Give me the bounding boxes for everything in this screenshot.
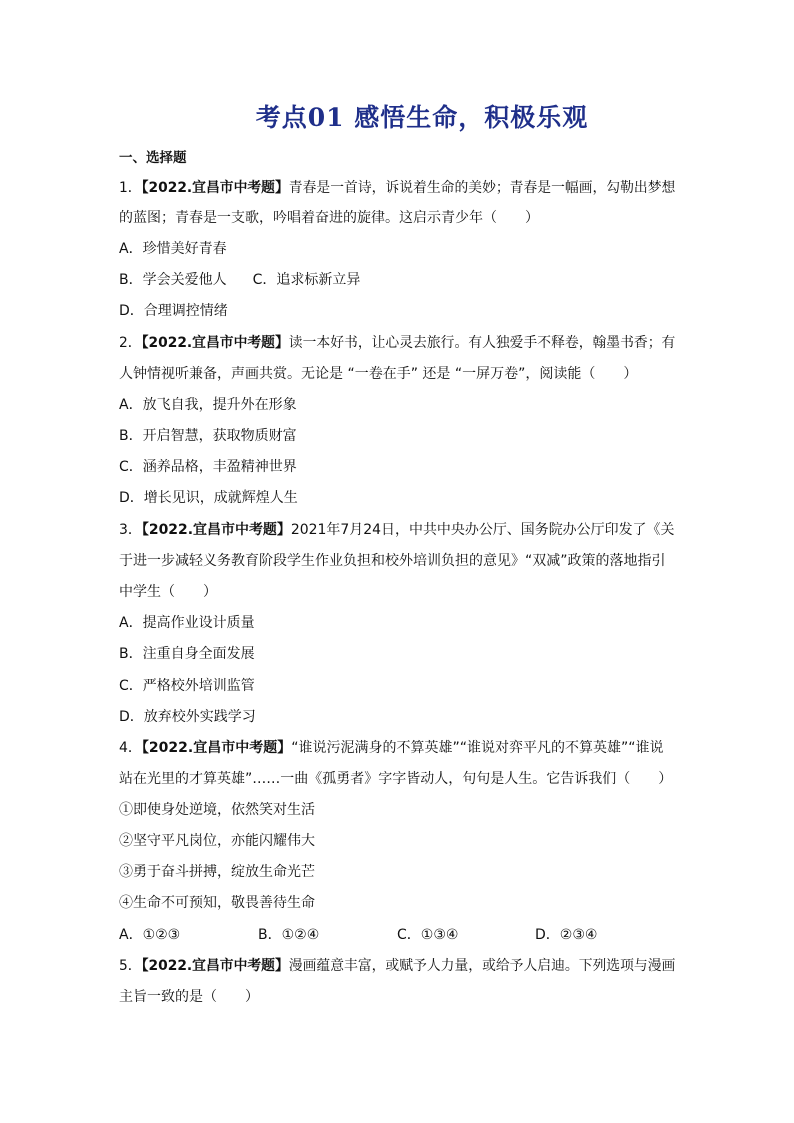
q3-line1 <box>119 520 674 540</box>
q2-source-tag: 【2022.宜昌市中考题】 <box>141 335 289 351</box>
q4-number: 4． <box>119 740 142 756</box>
q4-statement-3: ③勇于奋斗拼搏，绽放生命光芒 <box>119 864 315 880</box>
q2-option-a: A．放飞自我，提升外在形象 <box>119 397 297 413</box>
q3-text1: 2021年7月24日，中共中央办公厅、国务院办公厅印发了《关 <box>290 522 675 538</box>
q3-option-d: D．放弃校外实践学习 <box>119 709 256 725</box>
q4-statement-2: ②坚守平凡岗位，亦能闪耀伟大 <box>119 833 315 849</box>
q1-source-tag: 【2022.宜昌市中考题】 <box>141 180 289 196</box>
q4-option-d: D．②③④ <box>535 927 598 943</box>
q1-option-b: B．学会关爱他人 <box>119 272 227 288</box>
q5-line2: 主旨一致的是（ ） <box>119 989 259 1005</box>
q1-option-c: C．追求标新立异 <box>252 272 361 288</box>
q2-option-b: B．开启智慧，获取物质财富 <box>119 428 297 444</box>
q5-source-tag: 【2022.宜昌市中考题】 <box>141 958 289 974</box>
q5-text1: 漫画蕴意丰富，或赋予人力量，或给予人启迪。下列选项与漫画 <box>288 958 676 974</box>
q2-line2: 人钟情视听兼备，声画共赏。无论是 “一卷在手” 还是 “一屏万卷”，阅读能（ ） <box>119 366 638 382</box>
q5-number: 5． <box>119 958 142 974</box>
q3-line3: 中学生（ ） <box>119 584 217 600</box>
q1-text1: 青春是一首诗，诉说着生命的美妙；青春是一幅画，勾勒出梦想 <box>288 180 676 196</box>
q4-source-tag: 【2022.宜昌市中考题】 <box>141 740 292 756</box>
section-heading: 一、选择题 <box>119 150 187 166</box>
q4-option-b: B．①②④ <box>258 927 320 943</box>
q2-number: 2． <box>119 335 142 351</box>
q4-option-c: C．①③④ <box>397 927 459 943</box>
q5-line1 <box>119 956 675 976</box>
page-title: 考点01 感悟生命，积极乐观 <box>255 103 589 132</box>
q1-option-d: D．合理调控情绪 <box>119 303 228 319</box>
q2-option-d: D．增长见识，成就辉煌人生 <box>119 490 298 506</box>
q3-line2: 于进一步减轻义务教育阶段学生作业负担和校外培训负担的意见》“双减”政策的落地指引 <box>119 553 666 569</box>
q1-line2: 的蓝图；青春是一支歌，吟唱着奋进的旋律。这启示青少年（ ） <box>119 210 539 226</box>
q4-line1 <box>119 738 663 758</box>
q2-line1 <box>119 333 675 353</box>
q3-option-b: B．注重自身全面发展 <box>119 646 255 662</box>
q4-statement-4: ④生命不可预知，敬畏善待生命 <box>119 895 315 911</box>
q4-text1: “谁说污泥满身的不算英雄”“谁说对弈平凡的不算英雄”“谁说 <box>291 740 664 756</box>
q3-source-tag: 【2022.宜昌市中考题】 <box>141 522 291 538</box>
q4-statement-1: ①即使身处逆境，依然笑对生活 <box>119 802 315 818</box>
q1-line1 <box>119 178 675 198</box>
q3-option-a: A．提高作业设计质量 <box>119 615 255 631</box>
q1-number: 1． <box>119 180 142 196</box>
q1-option-a: A．珍惜美好青春 <box>119 241 227 257</box>
q4-line2: 站在光里的才算英雄”……一曲《孤勇者》字字皆动人，句句是人生。它告诉我们（ ） <box>119 771 673 787</box>
q2-option-c: C．涵养品格，丰盈精神世界 <box>119 459 297 475</box>
q4-option-a: A．①②③ <box>119 927 181 943</box>
q2-text1: 读一本好书，让心灵去旅行。有人独爱手不释卷，翰墨书香；有 <box>288 335 676 351</box>
q3-option-c: C．严格校外培训监管 <box>119 678 255 694</box>
q1-options-bc <box>119 270 360 290</box>
q3-number: 3． <box>119 522 142 538</box>
